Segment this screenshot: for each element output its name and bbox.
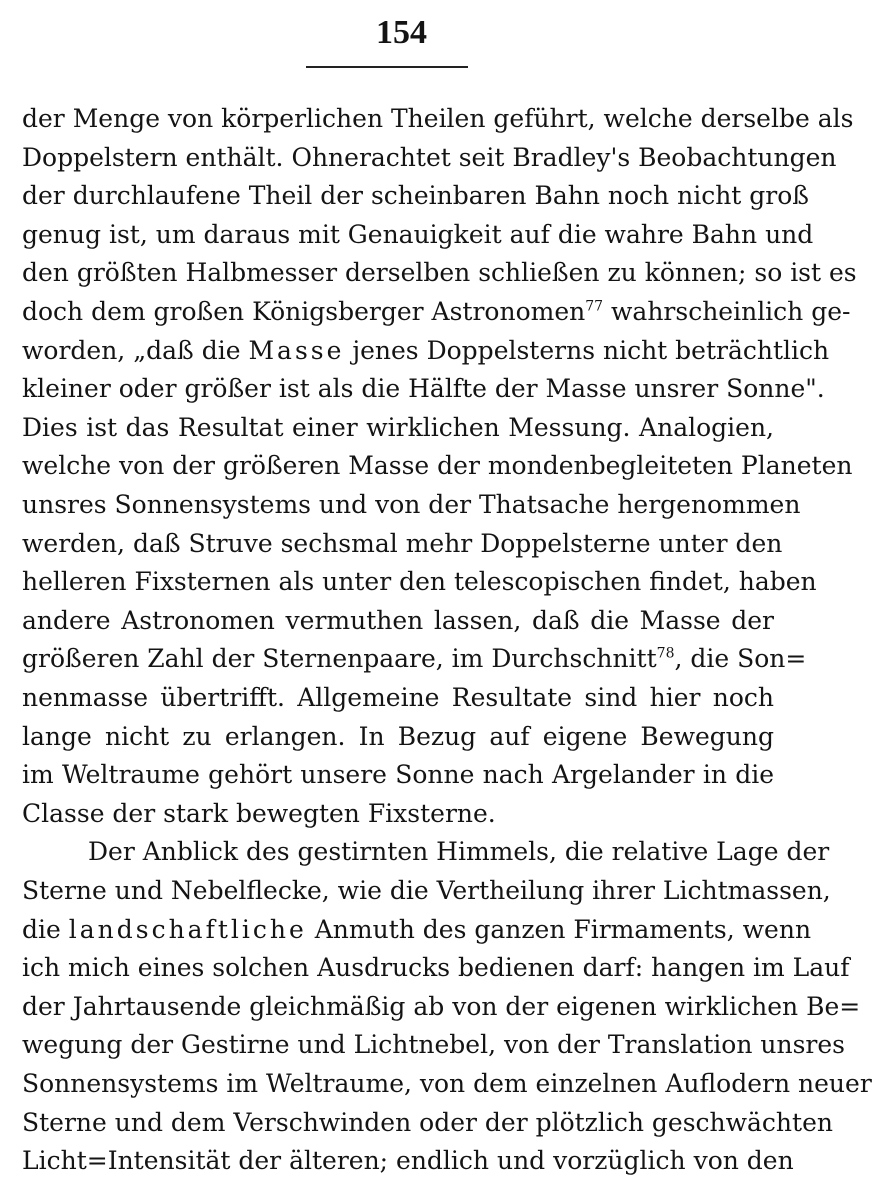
text-line: welche von der größeren Masse der mondenbegleiteten Planeten	[22, 451, 853, 481]
text-segment: , die Son=	[674, 644, 807, 674]
footnote-marker: 78	[656, 646, 675, 663]
text-line: werden, daß Struve sechsmal mehr Doppelsterne unter den	[22, 528, 783, 558]
page-number: 154	[376, 14, 427, 51]
text-line: wegung der Gestirne und Lichtnebel, von der Translation unsres	[22, 1030, 845, 1060]
text-segment: Anmuth des ganzen Firmaments, wenn	[306, 914, 812, 944]
text-line: den größten Halbmesser derselben schließen zu können; so ist es	[22, 258, 857, 288]
text-line	[22, 332, 830, 370]
emphasized-word: landschaftliche	[68, 914, 307, 944]
text-line: Sterne und dem Verschwinden oder der plötzlich geschwächten	[22, 1107, 833, 1137]
text-line: im Weltraume gehört unsere Sonne nach Argelander in die	[22, 760, 774, 790]
text-line: Doppelstern enthält. Ohnerachtet seit Bradley's Beobachtungen	[22, 142, 837, 172]
text-line	[22, 640, 807, 678]
text-segment: die	[22, 914, 69, 944]
footnote-marker: 77	[585, 298, 604, 315]
text-segment: worden, „daß die	[22, 335, 249, 365]
text-line: genug ist, um daraus mit Genauigkeit auf die wahre Bahn und	[22, 219, 814, 249]
text-line: Licht=Intensität der älteren; endlich und vorzüglich von den	[22, 1146, 794, 1176]
text-line: Sonnensystems im Weltraume, von dem einzelnen Auflodern neuer	[22, 1069, 872, 1098]
text-line: helleren Fixsternen als unter den telescopischen findet, haben	[22, 567, 817, 597]
text-line: andere Astronomen vermuthen lassen, daß die Masse der	[22, 605, 774, 635]
text-line: nenmasse übertrifft. Allgemeine Resultate sind hier noch	[22, 683, 774, 712]
text-segment: doch dem großen Königsberger Astronomen	[22, 297, 586, 326]
text-line: Dies ist das Resultat einer wirklichen Messung. Analogien,	[22, 412, 774, 442]
text-segment: wahrscheinlich ge-	[603, 297, 851, 326]
header-rule	[306, 66, 468, 68]
text-line: lange nicht zu erlangen. In Bezug auf eigene Bewegung	[22, 721, 774, 751]
text-line: der durchlaufene Theil der scheinbaren Bahn noch nicht groß	[22, 181, 809, 211]
text-line	[22, 911, 812, 949]
text-segment: jenes Doppelsterns nicht beträchtlich	[344, 335, 830, 365]
text-line: der Jahrtausende gleichmäßig ab von der eigenen wirklichen Be=	[22, 991, 861, 1021]
text-line: unsres Sonnensystems und von der Thatsache hergenommen	[22, 490, 801, 519]
text-line: ich mich eines solchen Ausdrucks bedienen darf: hangen im Lauf	[22, 953, 850, 983]
text-line	[22, 293, 851, 331]
text-line: der Menge von körperlichen Theilen geführt, welche derselbe als	[22, 104, 854, 133]
text-line: Sterne und Nebelflecke, wie die Vertheilung ihrer Lichtmassen,	[22, 876, 831, 905]
text-line: Classe der stark bewegten Fixsterne.	[22, 798, 496, 828]
text-line: Der Anblick des gestirnten Himmels, die relative Lage der	[88, 837, 830, 867]
emphasized-word: Masse	[248, 335, 345, 365]
text-segment: größeren Zahl der Sternenpaare, im Durchschnitt	[22, 644, 657, 674]
text-line: kleiner oder größer ist als die Hälfte der Masse unsrer Sonne".	[22, 374, 825, 404]
